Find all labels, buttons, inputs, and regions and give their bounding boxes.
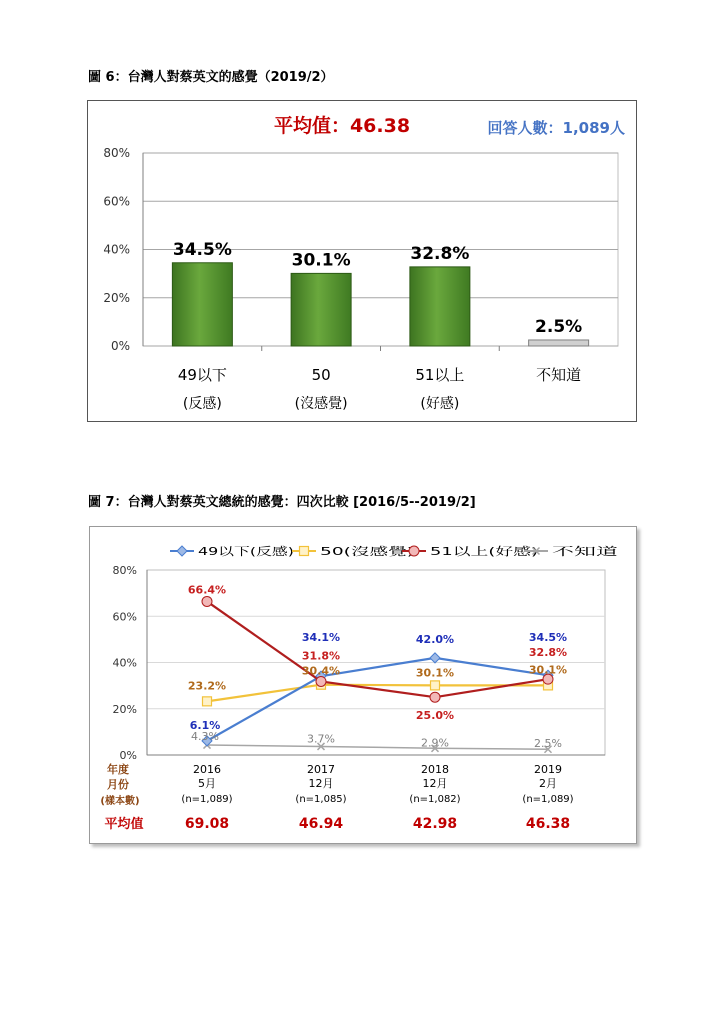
f7-col-sample-1: (n=1,085) (295, 794, 347, 805)
f6-ytick-label: 60% (103, 194, 130, 209)
f6-category-label-2: 51以上 (415, 366, 465, 384)
f7-col-year-0: 2016 (193, 763, 221, 776)
f7-point-2-2 (430, 692, 440, 702)
figure6-average-label: 平均值：46.38 (273, 115, 411, 137)
f7-data-label-0-2: 42.0% (415, 632, 455, 646)
figure7-caption: 圖 7：台灣人對蔡英文總統的感覺：四次比較 [2016/5--2019/2] (88, 495, 476, 510)
f6-bar-0 (172, 263, 232, 346)
f6-category-sublabel-1: (沒感覺) (294, 396, 348, 412)
f7-col-year-1: 2017 (307, 763, 335, 776)
f7-legend-marker-0 (177, 546, 187, 556)
f6-bar-1 (291, 273, 351, 346)
f6-value-label-3: 2.5% (535, 316, 583, 337)
f7-row-label-month: 月份 (107, 778, 129, 791)
f7-col-month-2: 12月 (422, 777, 448, 790)
f7-data-label-3-2: 2.9% (421, 736, 449, 750)
f7-data-label-1-3: 30.1% (528, 663, 568, 677)
f6-category-sublabel-2: (好感) (420, 396, 460, 412)
f7-row-label-average: 平均值 (104, 817, 144, 832)
figure7-panel (89, 526, 637, 844)
f7-ytick-label: 0% (119, 749, 137, 762)
f7-legend-marker-2 (409, 546, 419, 556)
f7-legend-label-0: 49以下(反感) (198, 545, 265, 558)
figure7-chart (90, 527, 636, 843)
f7-legend-label-2: 51以上(好感) (430, 545, 497, 558)
f7-col-average-1: 46.94 (298, 816, 344, 832)
f7-row-label-sample: (樣本數) (100, 796, 140, 807)
f7-data-label-1-1: 30.4% (301, 664, 341, 678)
f6-bar-2 (410, 267, 470, 346)
f7-data-label-3-0: 4.3% (191, 730, 219, 744)
figure6-respondents-label: 回答人數：1,089人 (487, 119, 625, 137)
f6-value-label-1: 30.1% (291, 250, 351, 271)
f7-legend-label-1: 50(沒感覺) (320, 545, 376, 558)
f7-col-average-3: 46.38 (525, 816, 571, 832)
f6-ytick-label: 20% (103, 290, 130, 305)
f7-point-1-2 (431, 681, 440, 690)
f7-data-label-3-1: 3.7% (307, 732, 335, 746)
f6-ytick-label: 80% (103, 146, 130, 160)
f7-ytick-label: 60% (112, 610, 137, 624)
f7-col-average-2: 42.98 (412, 816, 458, 832)
f7-col-sample-0: (n=1,089) (181, 794, 233, 805)
f6-bar-3 (529, 340, 589, 346)
f6-ytick-label: 40% (103, 242, 130, 257)
f7-data-label-1-0: 23.2% (187, 679, 227, 693)
f7-series-line-0 (207, 658, 548, 741)
f7-data-label-2-3: 32.8% (528, 646, 568, 660)
figure6-chart (88, 101, 636, 421)
f7-point-1-0 (203, 697, 212, 706)
f7-data-label-2-0: 66.4% (187, 583, 227, 597)
f6-value-label-2: 32.8% (410, 243, 470, 264)
f7-data-label-3-3: 2.5% (534, 737, 562, 751)
f7-data-label-0-1: 34.1% (301, 631, 341, 645)
f7-legend-label-3: 不知道 (552, 545, 618, 558)
f7-point-2-0 (202, 596, 212, 606)
f7-col-sample-3: (n=1,089) (522, 794, 574, 805)
f7-data-label-0-0: 6.1% (189, 718, 221, 732)
f7-data-label-1-2: 30.1% (415, 666, 455, 680)
figure6-panel (87, 100, 637, 422)
f7-point-0-2 (430, 653, 440, 663)
f6-value-label-0: 34.5% (172, 239, 232, 260)
f7-col-average-0: 69.08 (184, 816, 230, 832)
f7-point-2-1 (316, 676, 326, 686)
f7-col-month-0: 5月 (198, 777, 216, 790)
f6-category-label-1: 50 (311, 366, 331, 384)
f6-category-sublabel-0: (反感) (182, 396, 222, 412)
f7-ytick-label: 40% (112, 656, 137, 670)
f7-legend-marker-1 (300, 547, 309, 556)
figure6-caption: 圖 6：台灣人對蔡英文的感覺（2019/2） (88, 70, 334, 85)
f7-col-sample-2: (n=1,082) (409, 794, 461, 805)
f7-ytick-label: 20% (112, 702, 137, 716)
f6-ytick-label: 0% (110, 339, 130, 353)
f7-series-line-3 (207, 745, 548, 749)
f7-col-year-2: 2018 (421, 763, 449, 776)
f7-col-month-3: 2月 (539, 777, 557, 790)
f7-ytick-label: 80% (112, 564, 137, 577)
f7-data-label-2-1: 31.8% (301, 649, 341, 663)
f7-data-label-2-2: 25.0% (415, 709, 455, 723)
f7-row-label-year: 年度 (107, 763, 129, 776)
f7-col-month-1: 12月 (308, 777, 334, 790)
f7-data-label-0-3: 34.5% (528, 631, 568, 645)
f6-category-label-3: 不知道 (536, 366, 582, 384)
f7-col-year-3: 2019 (534, 763, 562, 776)
f6-category-label-0: 49以下 (177, 366, 227, 384)
